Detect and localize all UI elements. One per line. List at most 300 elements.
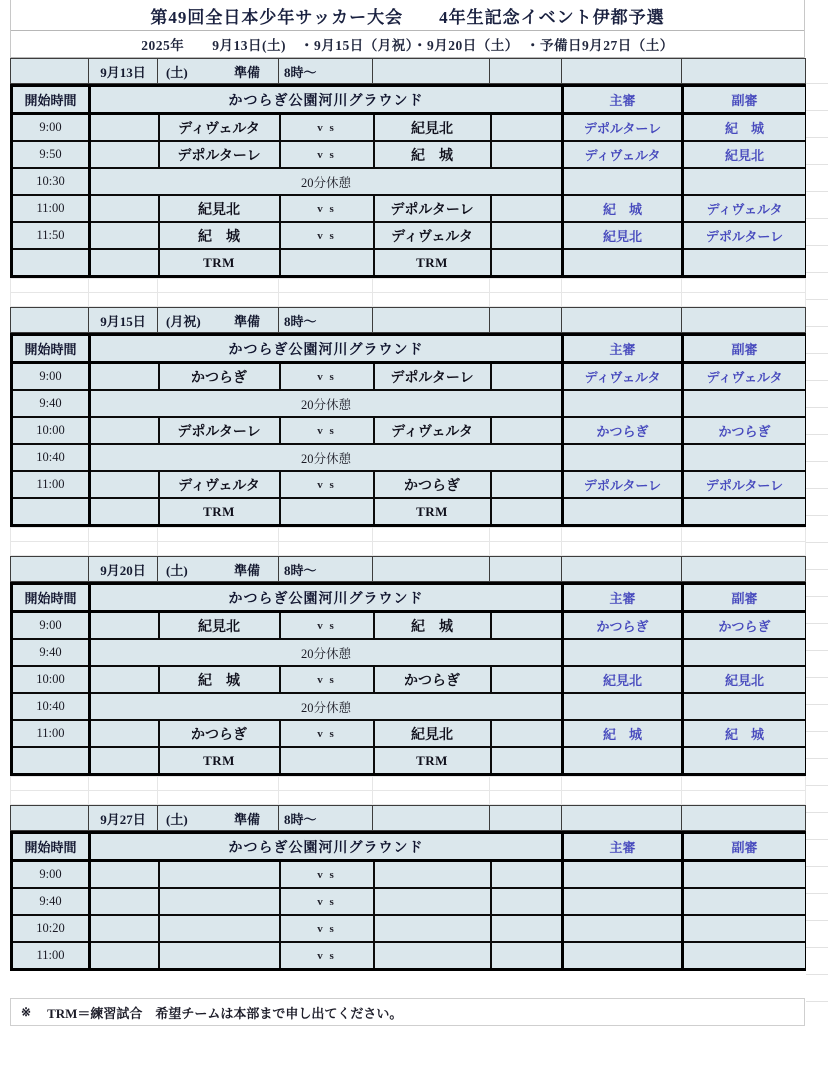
date-row [11,59,806,84]
blank-cell [280,249,374,277]
time-cell: 9:00 [12,612,90,640]
main-ref-cell [563,915,683,942]
home-team-cell [159,861,280,889]
main-ref-cell: 紀見北 [563,666,683,693]
match-row [12,114,807,142]
blank-cell [280,498,374,526]
trm-home-cell: TRM [159,747,280,775]
blank-cell [491,114,563,142]
blank-cell [90,363,159,391]
gap-cell [279,279,373,293]
trm-away-cell: TRM [374,747,491,775]
right-margin-gridlines [806,57,828,1015]
time-cell: 11:00 [12,471,90,498]
home-team-cell: デポルターレ [159,417,280,444]
asst-ref-cell [683,888,807,915]
gap-cell [490,293,562,307]
date-row [11,557,806,582]
vs-cell: v s [280,666,374,693]
gap-cell [279,791,373,805]
time-cell: 11:00 [12,195,90,222]
blank-cell [90,471,159,498]
date-cell: 9月20日 [89,557,158,582]
asst-ref-header: 副審 [683,86,807,114]
empty-match-row [12,861,807,889]
gap-cell [158,542,279,556]
start-time-header: 開始時間 [12,86,90,114]
schedule-block-4 [10,805,805,971]
date-strip [10,805,806,831]
venue-header: かつらぎ公園河川グラウンド [90,335,563,363]
away-team-cell: ディヴェルタ [374,417,491,444]
blank-cell [90,888,159,915]
away-team-cell: デポルターレ [374,195,491,222]
match-row [12,417,807,444]
away-team-cell: 紀見北 [374,114,491,142]
blank-cell [90,195,159,222]
empty-match-row [12,942,807,970]
main-ref-cell: かつらぎ [563,612,683,640]
gap-cell [11,777,89,791]
schedule-table [10,333,808,527]
date-row-empty [682,308,806,333]
prep-time-cell: 8時〜 [279,308,373,333]
main-ref-header: 主審 [563,335,683,363]
gap-cell [373,777,490,791]
dates-line: 2025年 9月13日(土) ・9月15日（月祝）・9月20日（土） ・予備日9月27日（土） [11,31,804,58]
time-cell: 10:40 [12,444,90,471]
date-row-empty [562,806,682,831]
gap-cell [89,293,158,307]
vs-cell: v s [280,195,374,222]
match-row [12,141,807,168]
blank-cell [491,417,563,444]
home-team-cell [159,942,280,970]
date-row-empty [490,308,562,333]
time-cell: 11:50 [12,222,90,249]
time-cell: 9:40 [12,390,90,417]
date-row [11,308,806,333]
blank-time-cell [12,249,90,277]
match-row [12,222,807,249]
gap-cell [490,542,562,556]
trm-row [12,747,807,775]
asst-ref-header: 副審 [683,833,807,861]
gap-cell [11,791,89,805]
blank-cell [491,666,563,693]
blank-cell [491,222,563,249]
break-cell: 20分休憩 [90,168,563,195]
asst-ref-cell: ディヴェルタ [683,363,807,391]
main-ref-cell: 紀見北 [563,222,683,249]
trm-row [12,249,807,277]
venue-header: かつらぎ公園河川グラウンド [90,833,563,861]
away-team-cell [374,861,491,889]
date-row-empty [562,59,682,84]
main-ref-cell [563,444,683,471]
blank-cell [491,249,563,277]
gap-cell [562,542,682,556]
blank-cell [280,747,374,775]
blank-cell [491,141,563,168]
main-ref-cell [563,693,683,720]
home-team-cell: 紀見北 [159,612,280,640]
vs-cell: v s [280,915,374,942]
away-team-cell: 紀 城 [374,141,491,168]
home-team-cell: デポルターレ [159,141,280,168]
gap-cell [562,791,682,805]
date-row-empty [490,59,562,84]
away-team-cell: かつらぎ [374,471,491,498]
blank-cell [90,747,159,775]
asst-ref-cell: デポルターレ [683,471,807,498]
asst-ref-cell [683,444,807,471]
day-of-week: (土) [166,811,188,827]
main-ref-cell [563,168,683,195]
header-row [12,584,807,612]
gap-row [11,791,806,805]
main-ref-cell [563,498,683,526]
prep-time-cell: 8時〜 [279,557,373,582]
start-time-header: 開始時間 [12,833,90,861]
gap-cell [89,777,158,791]
match-row [12,666,807,693]
blank-cell [90,141,159,168]
away-team-cell [374,915,491,942]
blank-time-cell [12,498,90,526]
date-row-empty [373,308,490,333]
asst-ref-cell: 紀 城 [683,114,807,142]
day-of-week: (土) [166,64,188,80]
home-team-cell: かつらぎ [159,720,280,747]
gap-cell [373,293,490,307]
date-row-empty [562,308,682,333]
away-team-cell: ディヴェルタ [374,222,491,249]
vs-cell: v s [280,363,374,391]
prep-time-cell: 8時〜 [279,806,373,831]
away-team-cell: 紀見北 [374,720,491,747]
time-cell: 9:00 [12,861,90,889]
vs-cell: v s [280,417,374,444]
match-row [12,195,807,222]
blank-cell [491,942,563,970]
date-row-empty [562,557,682,582]
schedule-table [10,831,808,971]
date-strip [10,307,806,333]
gap-cell [279,777,373,791]
trm-home-cell: TRM [159,249,280,277]
away-team-cell: かつらぎ [374,666,491,693]
gap-cell [158,777,279,791]
blank-cell [491,861,563,889]
vs-cell: v s [280,222,374,249]
gap-gridlines [10,527,806,556]
vs-cell: v s [280,114,374,142]
gap-cell [89,279,158,293]
time-cell: 10:20 [12,915,90,942]
gap-row [11,528,806,542]
schedule-block-2 [10,307,805,527]
break-row [12,390,807,417]
date-row [11,806,806,831]
schedule-table [10,582,808,776]
home-team-cell: 紀 城 [159,222,280,249]
empty-match-row [12,915,807,942]
asst-ref-cell [683,390,807,417]
date-row-empty [373,59,490,84]
date-cell: 9月15日 [89,308,158,333]
time-cell: 9:00 [12,114,90,142]
main-ref-cell [563,888,683,915]
blank-cell [90,720,159,747]
blank-cell [90,498,159,526]
asst-ref-cell [683,693,807,720]
gap-cell [11,528,89,542]
gap-cell [89,528,158,542]
start-time-header: 開始時間 [12,335,90,363]
blank-cell [90,417,159,444]
gap-cell [11,279,89,293]
date-row-spacer [11,806,89,831]
match-row [12,471,807,498]
day-of-week: (土) [166,562,188,578]
break-cell: 20分休憩 [90,444,563,471]
main-ref-cell: ディヴェルタ [563,141,683,168]
trm-row [12,498,807,526]
asst-ref-cell [683,915,807,942]
time-cell: 9:40 [12,888,90,915]
gap-cell [373,528,490,542]
prep-time-cell: 8時〜 [279,59,373,84]
prep-label: 準備 [233,313,260,329]
day-prep-cell [158,557,279,582]
date-row-spacer [11,308,89,333]
match-row [12,363,807,391]
gap-cell [373,279,490,293]
trm-away-cell: TRM [374,249,491,277]
footnote-marker: ※ [21,1004,32,1019]
trm-away-cell: TRM [374,498,491,526]
vs-cell: v s [280,471,374,498]
home-team-cell [159,888,280,915]
blank-cell [491,888,563,915]
asst-ref-cell: かつらぎ [683,612,807,640]
empty-match-row [12,888,807,915]
gap-cell [373,542,490,556]
time-cell: 10:30 [12,168,90,195]
asst-ref-cell [683,168,807,195]
main-ref-cell: 紀 城 [563,720,683,747]
header-row [12,335,807,363]
gap-cell [89,791,158,805]
asst-ref-cell [683,861,807,889]
asst-ref-cell [683,639,807,666]
gap-row [11,279,806,293]
asst-ref-cell [683,942,807,970]
gap-row [11,293,806,307]
venue-header: かつらぎ公園河川グラウンド [90,86,563,114]
main-ref-cell [563,861,683,889]
blank-cell [90,114,159,142]
home-team-cell: 紀見北 [159,195,280,222]
asst-ref-cell: かつらぎ [683,417,807,444]
title-block [10,0,805,58]
gap-cell [562,528,682,542]
main-ref-cell [563,639,683,666]
main-ref-cell: かつらぎ [563,417,683,444]
vs-cell: v s [280,141,374,168]
break-row [12,168,807,195]
date-row-empty [682,557,806,582]
blank-cell [90,861,159,889]
gap-cell [11,542,89,556]
date-cell: 9月27日 [89,806,158,831]
gap-cell [158,791,279,805]
break-row [12,693,807,720]
home-team-cell [159,915,280,942]
time-cell: 9:50 [12,141,90,168]
away-team-cell [374,888,491,915]
match-row [12,612,807,640]
vs-cell: v s [280,612,374,640]
date-strip [10,556,806,582]
blank-cell [90,222,159,249]
break-cell: 20分休憩 [90,390,563,417]
blank-cell [491,471,563,498]
date-row-empty [682,59,806,84]
break-cell: 20分休憩 [90,693,563,720]
asst-ref-header: 副審 [683,584,807,612]
header-row [12,86,807,114]
date-row-empty [373,557,490,582]
match-row [12,720,807,747]
gap-cell [89,542,158,556]
time-cell: 11:00 [12,720,90,747]
gap-cell [490,791,562,805]
main-ref-cell: 紀 城 [563,195,683,222]
gap-cell [682,528,806,542]
away-team-cell: デポルターレ [374,363,491,391]
home-team-cell: かつらぎ [159,363,280,391]
blank-time-cell [12,747,90,775]
break-row [12,444,807,471]
time-cell: 10:40 [12,693,90,720]
trm-home-cell: TRM [159,498,280,526]
main-ref-header: 主審 [563,86,683,114]
header-row [12,833,807,861]
time-cell: 9:40 [12,639,90,666]
time-cell: 10:00 [12,666,90,693]
home-team-cell: ディヴェルタ [159,471,280,498]
gap-cell [682,791,806,805]
time-cell: 10:00 [12,417,90,444]
asst-ref-cell [683,498,807,526]
gap-cell [158,528,279,542]
main-ref-cell [563,390,683,417]
day-prep-cell [158,806,279,831]
date-row-spacer [11,59,89,84]
venue-header: かつらぎ公園河川グラウンド [90,584,563,612]
gap-cell [562,293,682,307]
start-time-header: 開始時間 [12,584,90,612]
gap-cell [682,777,806,791]
date-row-empty [490,557,562,582]
main-ref-header: 主審 [563,833,683,861]
blank-cell [491,498,563,526]
page-title: 第49回全日本少年サッカー大会 4年生記念イベント伊都予選 [11,0,804,31]
date-row-empty [373,806,490,831]
day-prep-cell [158,308,279,333]
vs-cell: v s [280,720,374,747]
break-row [12,639,807,666]
prep-label: 準備 [233,64,260,80]
gap-gridlines [10,278,806,307]
away-team-cell: 紀 城 [374,612,491,640]
gap-cell [279,528,373,542]
main-ref-cell [563,747,683,775]
date-row-empty [682,806,806,831]
vs-cell: v s [280,861,374,889]
blank-cell [491,915,563,942]
gap-row [11,777,806,791]
gap-cell [279,542,373,556]
date-row-empty [490,806,562,831]
away-team-cell [374,942,491,970]
blank-cell [90,942,159,970]
asst-ref-cell: 紀見北 [683,141,807,168]
schedule-tables [10,58,805,971]
schedule-block-1 [10,58,805,278]
blank-cell [90,249,159,277]
footnote-text: TRM＝練習試合 希望チームは本部まで申し出てください。 [47,1005,403,1021]
home-team-cell: 紀 城 [159,666,280,693]
asst-ref-header: 副審 [683,335,807,363]
break-cell: 20分休憩 [90,639,563,666]
blank-cell [491,612,563,640]
prep-label: 準備 [233,562,260,578]
main-ref-header: 主審 [563,584,683,612]
gap-cell [490,528,562,542]
blank-cell [491,363,563,391]
asst-ref-cell: 紀 城 [683,720,807,747]
time-cell: 9:00 [12,363,90,391]
time-cell: 11:00 [12,942,90,970]
blank-cell [491,747,563,775]
blank-cell [90,612,159,640]
gap-cell [682,293,806,307]
day-prep-cell [158,59,279,84]
main-ref-cell [563,249,683,277]
schedule-table [10,84,808,278]
gap-gridlines [10,776,806,805]
blank-cell [491,720,563,747]
gap-cell [158,293,279,307]
date-strip [10,58,806,84]
blank-cell [90,666,159,693]
footnote [10,998,805,1026]
vs-cell: v s [280,942,374,970]
asst-ref-cell [683,249,807,277]
schedule-block-3 [10,556,805,776]
gap-cell [373,791,490,805]
gap-cell [11,293,89,307]
day-of-week: (月祝) [166,313,201,329]
date-row-spacer [11,557,89,582]
gap-cell [682,542,806,556]
asst-ref-cell: ディヴェルタ [683,195,807,222]
blank-cell [90,915,159,942]
schedule-sheet [10,0,805,1026]
